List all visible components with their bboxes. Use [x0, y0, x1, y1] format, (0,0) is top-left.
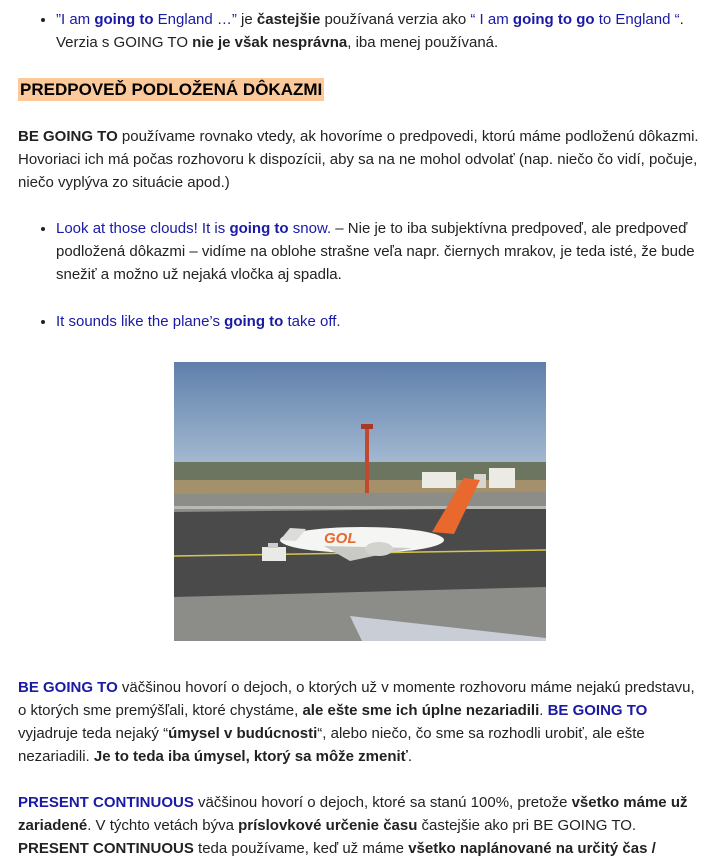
emphasis-text: BE GOING TO	[547, 702, 648, 719]
taxiway-edge	[174, 506, 546, 509]
sky	[174, 362, 546, 472]
tug-vehicle-cab	[268, 543, 278, 548]
example-quote-open: ”	[56, 11, 61, 28]
emphasis-text: všetko naplánované na určitý čas /	[408, 840, 656, 857]
plane-engine	[365, 542, 393, 556]
emphasis-text: Je to teda iba úmysel, ktorý sa môže zmeniť	[93, 748, 408, 765]
body-text: “, alebo niečo, čo sme sa rozhodli urobiť, ale ešte nezariadili.	[18, 725, 645, 765]
body-text: je	[236, 11, 257, 28]
emphasis-text: BE GOING TO	[18, 128, 118, 145]
emphasis-text: PRESENT CONTINUOUS	[18, 794, 194, 811]
example-text: I am	[475, 11, 513, 28]
bullet-list-3	[18, 310, 702, 333]
example-text: England …	[153, 11, 232, 28]
emphasis-text: všetko máme už zariadené	[18, 794, 688, 834]
fuel-tank	[489, 468, 515, 488]
example-quote-close: ”	[231, 11, 237, 28]
body-text: .	[539, 702, 548, 719]
example-highlight: going to	[224, 313, 284, 330]
fuel-tank	[422, 472, 456, 488]
list-item	[56, 8, 702, 54]
body-text: .	[407, 748, 413, 765]
example-quote-open: “	[470, 11, 476, 28]
example-text: snow.	[288, 220, 332, 237]
body-text: – Nie je to iba subjektívna predpoveď, ale predpoveď podložená dôkazmi – vidíme na oblohe strašne veľa napr. čiernych mrakov, je teda isté, že bude snežiť a možno už nejaká vločka aj spadla.	[56, 220, 695, 283]
body-text: častejšie ako pri BE GOING TO.	[417, 817, 637, 834]
body-text: . V týchto vetách býva	[87, 817, 239, 834]
body-text: väčšinou hovorí o dejoch, ktoré sa stanú 100%, pretože	[193, 794, 572, 811]
paragraph-evidence	[18, 125, 702, 194]
article-body	[18, 8, 702, 860]
emphasis-text: ale ešte sme ich úplne nezariadili	[302, 702, 540, 719]
section-heading: PREDPOVEĎ PODLOŽENÁ DÔKAZMI	[20, 80, 323, 99]
example-text: I am	[61, 11, 95, 28]
paragraph-present-continuous	[18, 791, 702, 860]
body-text: používame rovnako vtedy, ak hovoríme o predpovedi, ktorú máme podloženú dôkazmi. Hovoriaci ich má počas rozhovoru k dispozícii, aby sa na ne mohol odvolať (nap. niečo čo vidí, počuje, niečo vyplýva zo situácie apod.)	[18, 128, 699, 191]
example-text: Look at those clouds! It is	[56, 220, 230, 237]
bullet-list-2	[18, 217, 702, 286]
example-quote-close: “	[674, 11, 680, 28]
body-text: . Verzia s GOING TO	[56, 11, 684, 51]
paragraph-be-going-to	[18, 676, 702, 768]
emphasis-text: PRESENT CONTINUOUS	[18, 840, 194, 857]
example-highlight: going to	[229, 220, 289, 237]
list-item	[56, 217, 702, 286]
photo-container	[18, 362, 702, 645]
body-text: vyjadruje teda nejaký “	[18, 725, 169, 742]
emphasis-text: BE GOING TO	[18, 679, 118, 696]
example-text: It sounds like the plane’s	[56, 313, 225, 330]
section-heading-row	[18, 78, 702, 101]
emphasis-text: príslovkové určenie času	[238, 817, 418, 834]
example-text: to England	[594, 11, 675, 28]
example-highlight: going to	[94, 11, 154, 28]
list-item	[56, 310, 702, 333]
emphasis-text: nie je však nesprávna	[192, 34, 348, 51]
body-text: väčšinou hovorí o dejoch, o ktorých už v momente rozhovoru máme nejakú predstavu, o ktorých sme premýšľali, ktoré chystáme,	[18, 679, 695, 719]
emphasis-text: úmysel v budúcnosti	[168, 725, 318, 742]
example-text: take off.	[283, 313, 341, 330]
emphasis-text: častejšie	[256, 11, 321, 28]
body-text: používaná verzia ako	[320, 11, 471, 28]
bullet-list-1	[18, 8, 702, 54]
example-highlight: going to go	[512, 11, 595, 28]
body-text: , iba menej používaná.	[347, 34, 499, 51]
body-text: teda používame, keď už máme	[193, 840, 409, 857]
tug-vehicle	[262, 547, 286, 561]
airline-logo: GOL	[324, 530, 357, 547]
radio-tower-top	[361, 424, 373, 429]
airplane-photo	[174, 362, 546, 641]
